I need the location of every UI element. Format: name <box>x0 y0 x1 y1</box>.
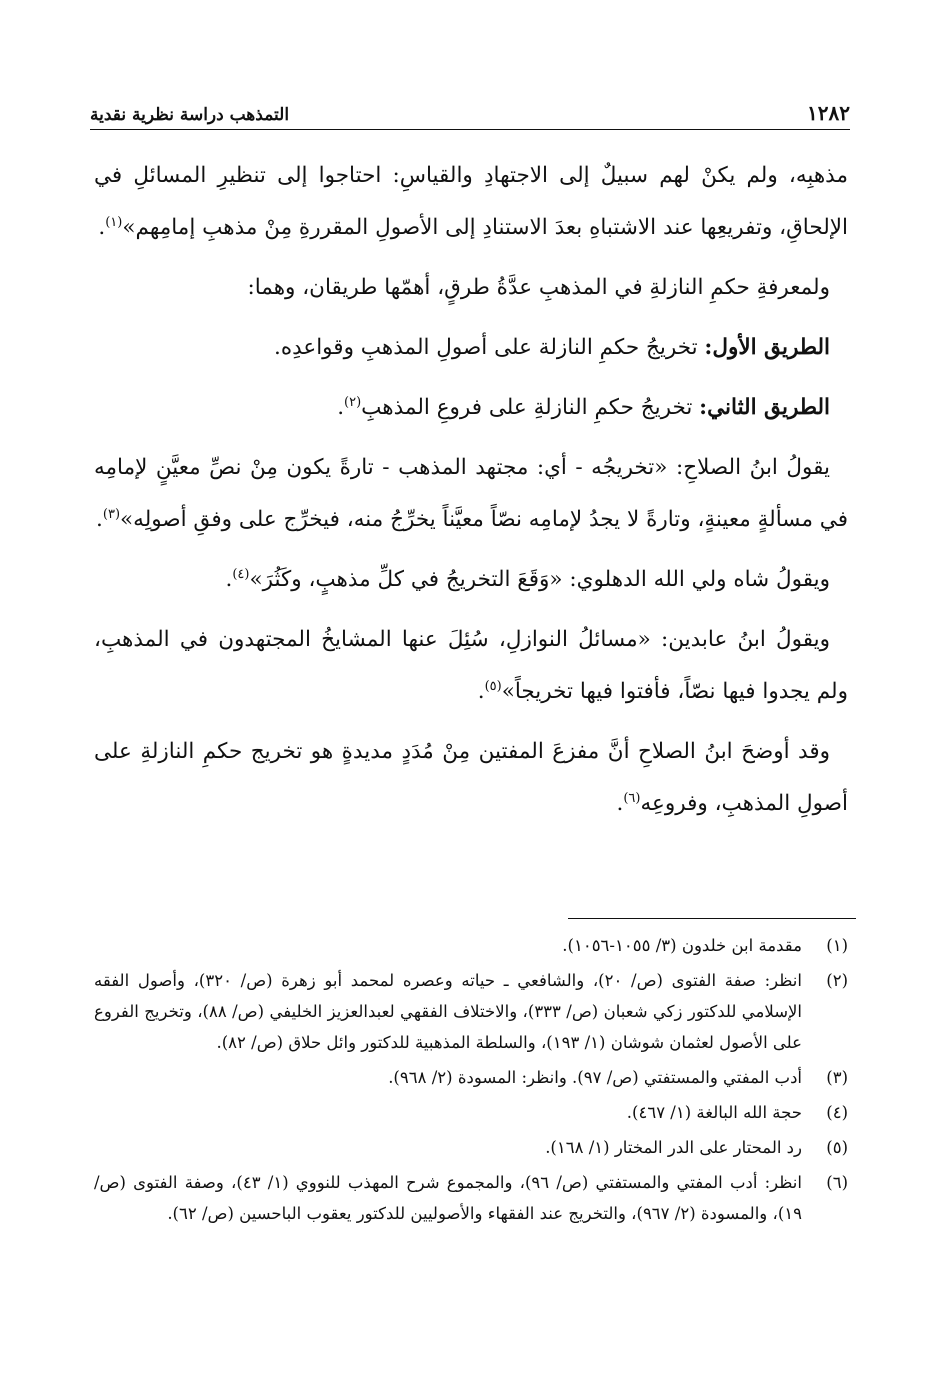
paragraph: وقد أوضحَ ابنُ الصلاحِ أنَّ مفزعَ المفتين مِنْ مُدَدٍ مديدةٍ هو تخريج حكمِ النازلةِ على أصولِ المذهبِ، وفروعِه$^{(٦)}$. <box>94 739 848 816</box>
footnotes <box>94 930 848 1233</box>
footnote-number: (٤) <box>826 1103 848 1122</box>
paragraph-second-method: الطريق الثاني: تخريجُ حكمِ النازلةِ على فروعِ المذهبِ$^{(٢)}$. <box>337 394 830 420</box>
page-header <box>90 96 850 130</box>
paragraph-first-method: الطريق الأول: تخريجُ حكمِ النازلة على أصولِ المذهبِ وقواعدِه. <box>274 335 830 360</box>
footnote-number: (٥) <box>826 1138 848 1157</box>
footnote-text: رد المحتار على الدر المختار (١/ ١٦٨). <box>545 1138 802 1157</box>
footnote <box>94 1097 848 1128</box>
footnote-text: انظر: أدب المفتي والمستفتي (ص/ ٩٦)، والمجموع شرح المهذب للنووي (١/ ٤٣)، وصفة الفتوى (ص/ ١٩)، والمسودة (٢/ ٩٦٧)، والتخريج عند الفقهاء والأصوليين للدكتور يعقوب الباحسين (ص/ ٦٢). <box>94 1173 802 1223</box>
footnote <box>94 965 848 1058</box>
footnote <box>94 1132 848 1163</box>
method-label: الطريق الأول: <box>704 335 830 360</box>
footnote-text: أدب المفتي والمستفتي (ص/ ٩٧). وانظر: المسودة (٢/ ٩٦٨). <box>388 1068 802 1087</box>
paragraph: مذهبِه، ولم يكنْ لهم سبيلٌ إلى الاجتهادِ والقياسِ: احتاجوا إلى تنظيرِ المسائلِ في الإلحاقِ، وتفريعِها عند الاشتباهِ بعدَ الاستنادِ إلى الأصولِ المقررةِ مِنْ مذهبِ إمامِهم»$^{(١)}$. <box>94 163 848 240</box>
footnote-number: (٣) <box>826 1068 848 1087</box>
page-number: ١٢٨٢ <box>807 101 850 125</box>
footnote-separator <box>568 918 856 919</box>
running-title: التمذهب دراسة نظرية نقدية <box>90 105 290 125</box>
footnote-number: (١) <box>826 936 848 955</box>
paragraph: يقولُ ابنُ الصلاحِ: «تخريجُه - أي: مجتهد المذهب - تارةً يكون مِنْ نصِّ معيَّنٍ لإمامِه في مسألةٍ معينةٍ، وتارةً لا يجدُ لإمامِه نصّاً معيَّناً يخرِّجُ منه، فيخرِّج على وفقِ أصولِه»$^{(٣)}$. <box>94 455 848 532</box>
paragraph: ولمعرفةِ حكمِ النازلةِ في المذهبِ عدَّةُ طرقٍ، أهمّها طريقان، وهما: <box>247 275 830 300</box>
main-text <box>94 150 848 838</box>
footnote-text: مقدمة ابن خلدون (٣/ ١٠٥٥-١٠٥٦). <box>562 936 802 955</box>
footnote <box>94 1167 848 1229</box>
footnote-number: (٢) <box>826 971 848 990</box>
footnote <box>94 930 848 961</box>
footnote-text: انظر: صفة الفتوى (ص/ ٢٠)، والشافعي ـ حياته وعصره لمحمد أبو زهرة (ص/ ٣٢٠)، وأصول الفقه الإسلامي للدكتور زكي شعبان (ص/ ٣٣٣)، والاختلاف الفقهي لعبدالعزيز الخليفي (ص/ ٨٨)، وتخريج الفروع على الأصول لعثمان شوشان (١/ ١٩٣)، والسلطة المذهبية للدكتور وائل حلاق (ص/ ٨٢). <box>94 971 803 1052</box>
footnote-text: حجة الله البالغة (١/ ٤٦٧). <box>626 1103 802 1122</box>
paragraph: ويقولُ ابنُ عابدين: «مسائلُ النوازلِ، سُئِلَ عنها المشايخُ المجتهدون في المذهبِ، ولم يجدوا فيها نصّاً، فأفتوا فيها تخريجاً»$^{(٥)}$. <box>94 627 848 704</box>
footnote <box>94 1062 848 1093</box>
footnote-number: (٦) <box>826 1173 848 1192</box>
method-label: الطريق الثاني: <box>699 395 830 420</box>
paragraph: ويقولُ شاه ولي الله الدهلوي: «وَقَعَ التخريجُ في كلِّ مذهبٍ، وكَثُرَ»$^{(٤)}$. <box>225 566 830 592</box>
